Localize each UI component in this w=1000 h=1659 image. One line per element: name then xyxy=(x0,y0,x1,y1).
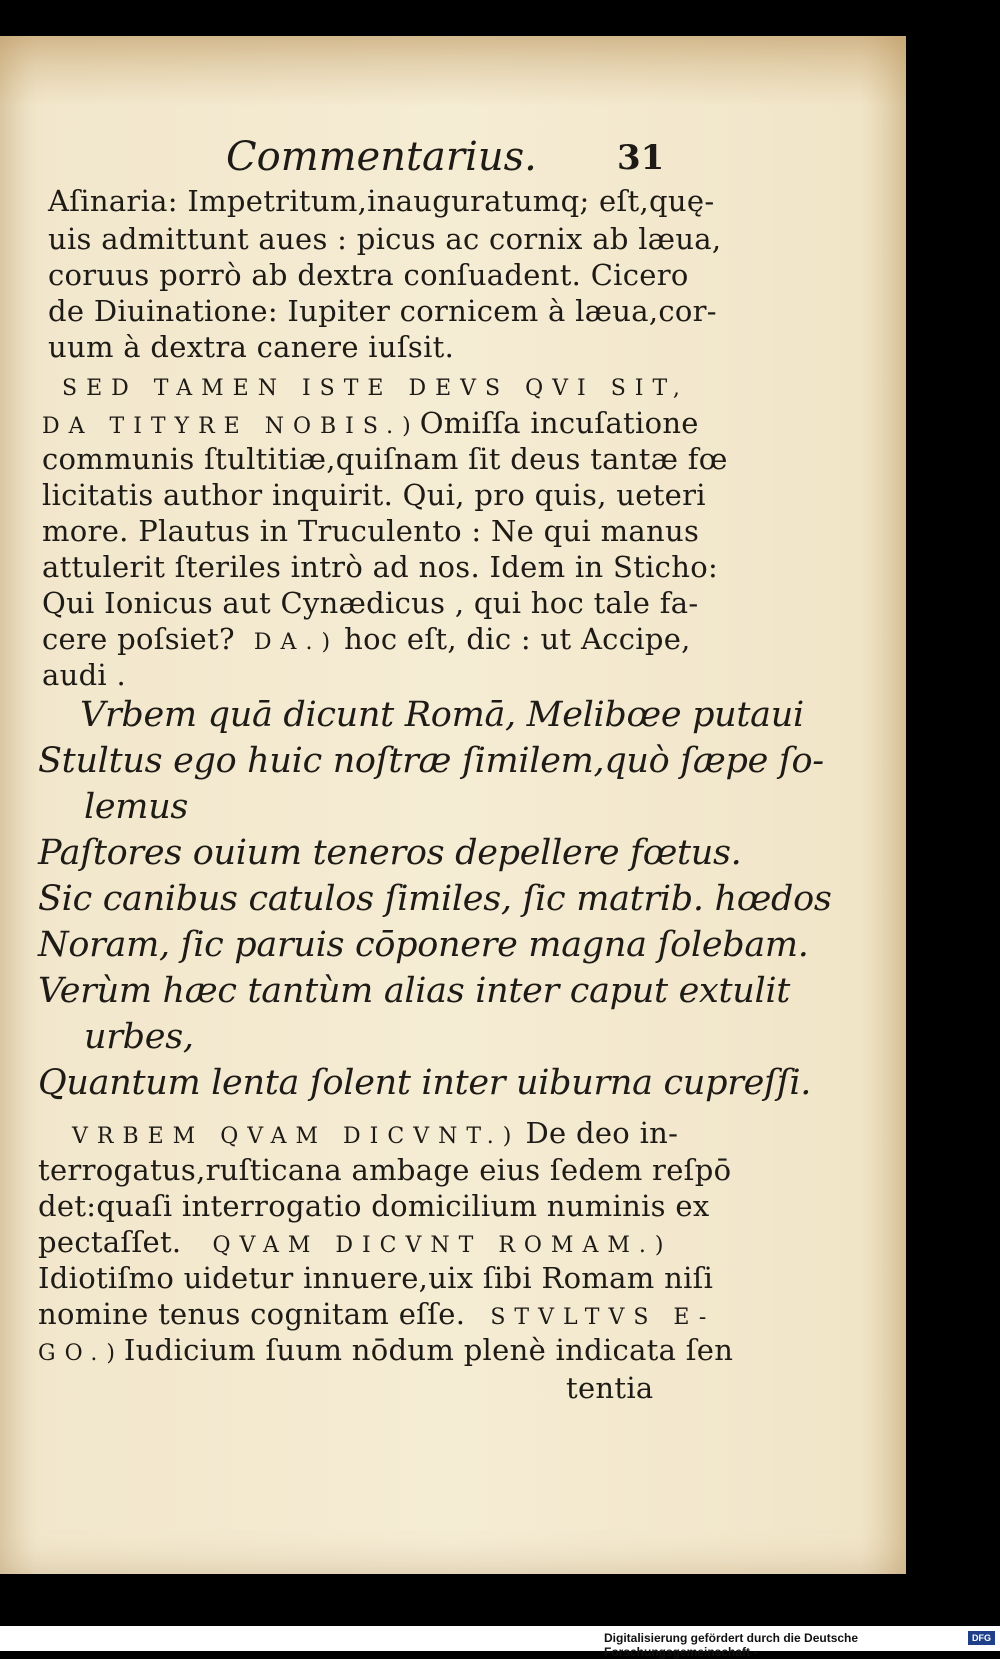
prose-line: Aſinaria: Impetritum,inauguratumq; eſt,quę- xyxy=(48,184,715,218)
dfg-logo: DFG xyxy=(968,1631,995,1645)
prose-line: de Diuinatione: Iupiter cornicem à læua,cor- xyxy=(48,294,717,328)
lemma-line xyxy=(42,406,699,440)
prose-line: uum à dextra canere iuſsit. xyxy=(48,330,455,364)
lemma-line xyxy=(42,622,691,656)
verse-line: Quantum lenta ſolent inter uiburna cupreſſi. xyxy=(38,1063,812,1103)
prose-text: cere poſsiet? xyxy=(42,622,235,656)
lemma-line xyxy=(38,1297,715,1331)
lemma-caps: VRBEM QVAM DICVNT.) xyxy=(72,1124,521,1149)
prose-text: Iudicium ſuum nōdum plenè indicata ſen xyxy=(123,1333,734,1367)
prose-line: coruus porrò ab dextra conſuadent. Cicero xyxy=(48,258,689,292)
verse-line: Paſtores ouium teneros depellere fœtus. xyxy=(38,833,742,873)
prose-line: audi . xyxy=(42,658,127,692)
page-stain xyxy=(0,36,906,106)
verse-line: Verùm hæc tantùm alias inter caput extulit xyxy=(38,971,791,1011)
lemma-line xyxy=(38,1225,672,1259)
prose-text: hoc eſt, dic : ut Accipe, xyxy=(344,622,691,656)
lemma-caps: STVLTVS E- xyxy=(490,1305,716,1330)
prose-line: communis ſtultitiæ,quiſnam ſit deus tantæ fœ xyxy=(42,442,728,476)
lemma-line xyxy=(72,1116,678,1150)
verse-line: Vrbem quā dicunt Romā, Melibœe putaui xyxy=(80,695,804,735)
lemma-caps: SED TAMEN ISTE DEVS QVI SIT, xyxy=(62,376,689,401)
prose-text: pectaſſet. xyxy=(38,1225,182,1259)
prose-line: Idiotiſmo uidetur innuere,uix ſibi Romam niſi xyxy=(38,1261,714,1295)
book-page xyxy=(0,36,906,1574)
prose-text: Omiſſa incuſatione xyxy=(419,406,699,440)
verse-line: Noram, ſic paruis cōponere magna ſolebam. xyxy=(38,925,809,965)
running-header: Commentarius. xyxy=(226,134,537,180)
lemma-line xyxy=(38,1333,733,1367)
prose-line: licitatis author inquirit. Qui, pro quis, ueteri xyxy=(42,478,706,512)
verse-line: Stultus ego huic noſtræ ſimilem,quò ſæpe ſo- xyxy=(38,741,824,781)
lemma-caps: DA TITYRE NOBIS.) xyxy=(42,414,420,439)
prose-line: uis admittunt aues : picus ac cornix ab læua, xyxy=(48,222,722,256)
prose-text: De deo in- xyxy=(525,1116,679,1150)
verse-line: urbes, xyxy=(84,1017,194,1057)
catchword: tentia xyxy=(566,1371,654,1405)
verse-line: lemus xyxy=(84,787,189,827)
funding-notice: Digitalisierung gefördert durch die Deutsche Forschungsgemeinschaft - xyxy=(604,1631,859,1659)
prose-line: attulerit ſteriles intrò ad nos. Idem in Sticho: xyxy=(42,550,719,584)
prose-line: Qui Ionicus aut Cynædicus , qui hoc tale fa- xyxy=(42,586,699,620)
footer-bar xyxy=(0,1626,1000,1659)
prose-line: terrogatus,ruſticana ambage eius ſedem reſpō xyxy=(38,1153,732,1187)
prose-line: det:quaſi interrogatio domicilium numinis ex xyxy=(38,1189,710,1223)
lemma-caps: QVAM DICVNT ROMAM.) xyxy=(212,1233,673,1258)
lemma-caps: DA.) xyxy=(253,630,340,655)
prose-line: more. Plautus in Truculento : Ne qui manus xyxy=(42,514,700,548)
verse-line: Sic canibus catulos ſimiles, ſic matrib. hœdos xyxy=(38,879,832,919)
folio-number: 31 xyxy=(617,138,665,178)
prose-text: nomine tenus cognitam eſſe. xyxy=(38,1297,466,1331)
lemma-caps: GO.) xyxy=(38,1341,124,1366)
